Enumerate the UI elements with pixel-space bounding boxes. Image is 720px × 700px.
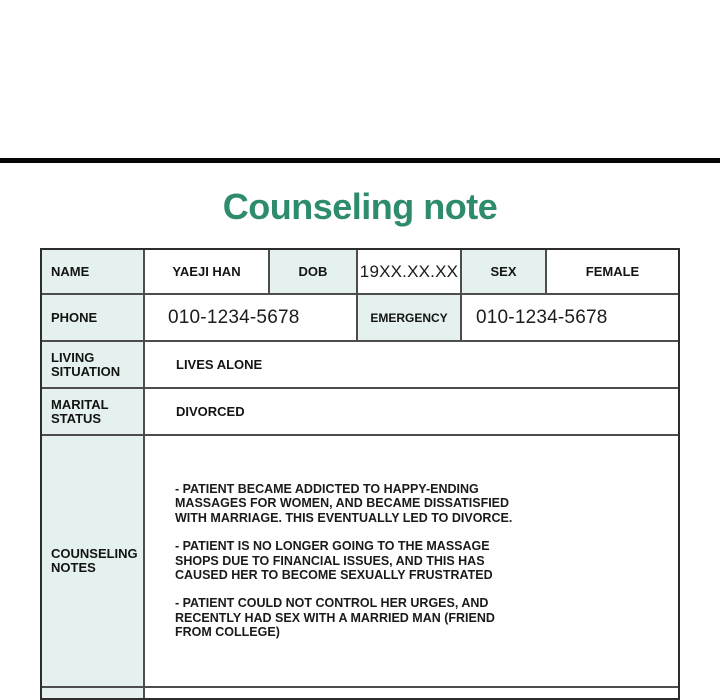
note-line: - PATIENT COULD NOT CONTROL HER URGES, AND xyxy=(175,596,489,611)
living-situation-label-cell: LIVING SITUATION xyxy=(42,342,145,389)
divider-line xyxy=(0,158,720,163)
dob-value-cell: 19XX.XX.XX xyxy=(358,250,462,295)
note-line: FROM COLLEGE) xyxy=(175,625,280,640)
note-paragraph xyxy=(175,539,660,582)
counseling-notes-label-cell xyxy=(42,436,145,688)
note-line: CAUSED HER TO BECOME SEXUALLY FRUSTRATED xyxy=(175,568,493,583)
living-situation-value-cell: LIVES ALONE xyxy=(145,342,678,389)
sex-value-cell: FEMALE xyxy=(547,250,678,295)
note-line: RECENTLY HAD SEX WITH A MARRIED MAN (FRIEND xyxy=(175,610,495,625)
note-paragraph xyxy=(175,596,660,639)
note-line: - PATIENT BECAME ADDICTED TO HAPPY-ENDING xyxy=(175,482,479,496)
name-label-cell: NAME xyxy=(42,250,145,295)
emergency-value-cell: 010-1234-5678 xyxy=(462,295,678,342)
counseling-notes-value-cell xyxy=(145,436,678,688)
marital-status-value-cell: DIVORCED xyxy=(145,389,678,436)
emergency-label-cell: EMERGENCY xyxy=(358,295,462,342)
phone-label-cell: PHONE xyxy=(42,295,145,342)
counseling-notes-label: COUNSELING NOTES xyxy=(51,546,138,575)
next-row-label-cell xyxy=(42,688,145,698)
dob-label-cell: DOB xyxy=(270,250,358,295)
phone-value-cell: 010-1234-5678 xyxy=(145,295,358,342)
sex-label-cell: SEX xyxy=(462,250,547,295)
note-paragraph xyxy=(175,482,660,525)
note-line: WITH MARRIAGE. THIS EVENTUALLY LED TO DIVORCE. xyxy=(175,510,513,525)
name-value-cell: YAEJI HAN xyxy=(145,250,270,295)
note-line: SHOPS DUE TO FINANCIAL ISSUES, AND THIS HAS xyxy=(175,553,485,568)
note-line: MASSAGES FOR WOMEN, AND BECAME DISSATISFIED xyxy=(175,496,510,511)
counseling-note-table xyxy=(40,248,680,700)
note-line: - PATIENT IS NO LONGER GOING TO THE MASSAGE xyxy=(175,539,490,554)
marital-status-label-cell: MARITAL STATUS xyxy=(42,389,145,436)
next-row-value-cell xyxy=(145,688,678,698)
page-title: Counseling note xyxy=(222,186,498,227)
